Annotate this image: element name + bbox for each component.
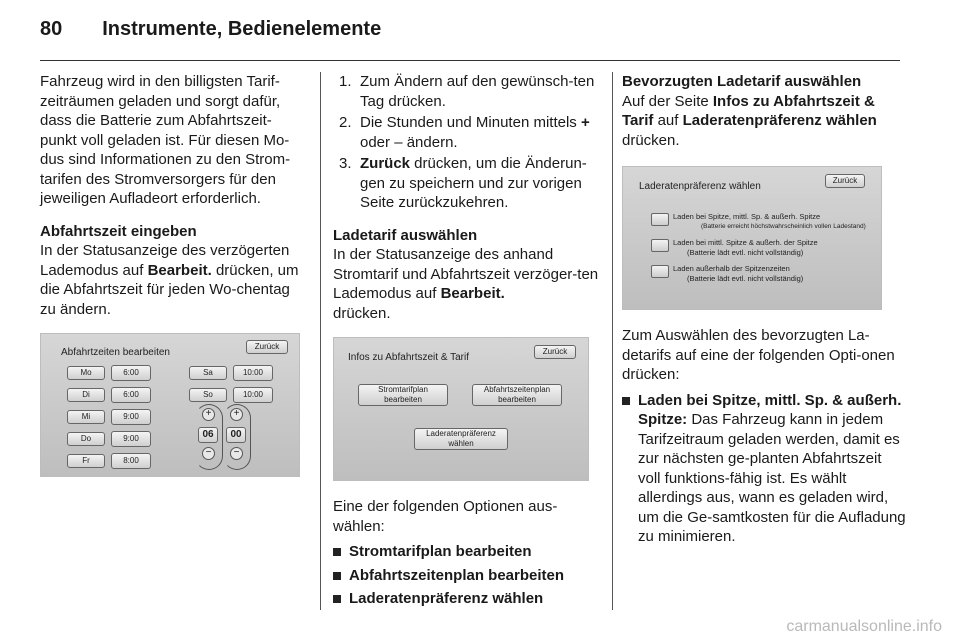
laderatenpraeferenz-button[interactable]: Laderatenpräferenz wählen	[414, 428, 508, 450]
screen-laderatenpraeferenz	[622, 166, 882, 310]
abfahrtszeit-paragraph: In der Statusanzeige des verzögerten Lademodus auf Bearbeit. drücken, um die Abfahrtszeit für jeden Wo-chentag zu ändern.	[40, 242, 299, 318]
preference-item: Laden bei Spitze, mittl. Sp. & außerh. Spitze: Das Fahrzeug kann in jedem Tarifzeitraum geladen werden, damit es zur nächsten ge-planten Abfahrtszeit voll funktions-fähig ist. Es wählt allerdings aus, wann es geladen wird, um die Ge-samtkosten für die Aufladung zu minimieren.	[622, 391, 907, 547]
time-button-mi[interactable]: 9:00	[111, 409, 151, 425]
section-heading-ladetarif: Ladetarif auswählen	[333, 226, 478, 244]
step-1: 1. Zum Ändern auf den gewünsch-ten Tag drücken.	[339, 73, 595, 110]
time-button-sa[interactable]: 10:00	[233, 365, 273, 381]
column-3	[622, 72, 907, 551]
option-checkbox-3[interactable]	[651, 265, 669, 278]
back-button[interactable]: Zurück	[534, 345, 576, 359]
column-divider-1	[320, 72, 321, 610]
section-heading-bevorzugt: Bevorzugten Ladetarif auswählen	[622, 73, 862, 90]
option-sub-1: (Batterie erreicht höchstwahrscheinlich vollen Ladestand)	[701, 223, 866, 230]
minute-value: 00	[226, 427, 246, 443]
back-button[interactable]: Zurück	[246, 340, 288, 354]
hour-plus-button[interactable]: +	[202, 408, 215, 421]
preference-list	[622, 391, 907, 547]
screen-abfahrtzeiten	[40, 333, 300, 477]
bevorzugt-paragraph: Auf der Seite Infos zu Abfahrtszeit & Tarif auf Laderatenpräferenz wählen drücken.	[622, 92, 877, 149]
hour-value: 06	[198, 427, 218, 443]
bullet-square-icon	[333, 572, 341, 580]
bullet-square-icon	[333, 595, 341, 603]
option-checkbox-2[interactable]	[651, 239, 669, 252]
step-3: 3. Zurück drücken, um die Änderun-gen zu speichern und zur vorigen Seite zurückzukehren.	[339, 155, 587, 211]
option-item: Stromtarifplan bearbeiten	[333, 542, 603, 562]
option-item: Laderatenpräferenz wählen	[333, 589, 603, 609]
bullet-square-icon	[333, 548, 341, 556]
header-rule	[40, 60, 900, 61]
screen-title: Abfahrtzeiten bearbeiten	[61, 347, 170, 358]
column-1	[40, 72, 305, 477]
option-label-2: Laden bei mittl. Spitze & außerh. der Spitze	[673, 238, 818, 247]
day-button-fr[interactable]: Fr	[67, 454, 105, 468]
ladetarif-paragraph: In der Statusanzeige des anhand Stromtarif und Abfahrtszeit verzöger-ten Lademodus auf Bearbeit. drücken.	[333, 246, 599, 322]
day-button-di[interactable]: Di	[67, 388, 105, 402]
day-button-mo[interactable]: Mo	[67, 366, 105, 380]
bullet-square-icon	[622, 397, 630, 405]
steps-list	[333, 72, 603, 213]
time-button-mo[interactable]: 6:00	[111, 365, 151, 381]
page-title: Instrumente, Bedienelemente	[102, 18, 382, 40]
time-button-di[interactable]: 6:00	[111, 387, 151, 403]
auswahl-paragraph: Zum Auswählen des bevorzugten La-detarifs auf eine der folgenden Opti-onen drücken:	[622, 327, 895, 383]
option-sub-2: (Batterie lädt evtl. nicht vollständig)	[687, 248, 804, 257]
day-button-so[interactable]: So	[189, 388, 227, 402]
option-label-1: Laden bei Spitze, mittl. Sp. & außerh. Spitze	[673, 212, 821, 221]
page-number: 80	[40, 18, 63, 40]
intro-paragraph: Fahrzeug wird in den billigsten Tarif-zeiträumen geladen und sorgt dafür, dass die Batterie zum Abfahrtszeit-punkt voll geladen ist. Für diesen Mo-dus sind Informationen zu den Strom-tarifen des Stromversorgers für den jeweiligen Aufladeort erforderlich.	[40, 73, 291, 207]
screen-infos-abfahrtszeit-tarif	[333, 337, 589, 481]
screen-title: Laderatenpräferenz wählen	[639, 181, 761, 192]
stromtarifplan-button[interactable]: Stromtarifplan bearbeiten	[358, 384, 448, 406]
option-checkbox-1[interactable]	[651, 213, 669, 226]
day-button-do[interactable]: Do	[67, 432, 105, 446]
minute-plus-button[interactable]: +	[230, 408, 243, 421]
options-intro: Eine der folgenden Optionen aus-wählen:	[333, 498, 558, 535]
section-heading-abfahrtszeit: Abfahrtszeit eingeben	[40, 222, 197, 240]
page-header	[40, 18, 381, 41]
option-item: Abfahrtszeitenplan bearbeiten	[333, 566, 603, 586]
minute-minus-button[interactable]: −	[230, 447, 243, 460]
option-sub-3: (Batterie lädt evtl. nicht vollständig)	[687, 274, 804, 283]
time-button-fr[interactable]: 8:00	[111, 453, 151, 469]
options-list	[333, 542, 603, 609]
step-2: 2. Die Stunden und Minuten mittels + oder – ändern.	[339, 114, 590, 151]
hour-minus-button[interactable]: −	[202, 447, 215, 460]
day-button-mi[interactable]: Mi	[67, 410, 105, 424]
time-button-do[interactable]: 9:00	[111, 431, 151, 447]
back-button[interactable]: Zurück	[825, 174, 865, 188]
option-label-3: Laden außerhalb der Spitzenzeiten	[673, 264, 790, 273]
watermark: carmanualsonline.info	[786, 618, 942, 635]
column-2	[333, 72, 603, 613]
abfahrtszeitenplan-button[interactable]: Abfahrtszeitenplan bearbeiten	[472, 384, 562, 406]
screen-title: Infos zu Abfahrtszeit & Tarif	[348, 352, 469, 363]
day-button-sa[interactable]: Sa	[189, 366, 227, 380]
time-button-so[interactable]: 10:00	[233, 387, 273, 403]
column-divider-2	[612, 72, 613, 610]
